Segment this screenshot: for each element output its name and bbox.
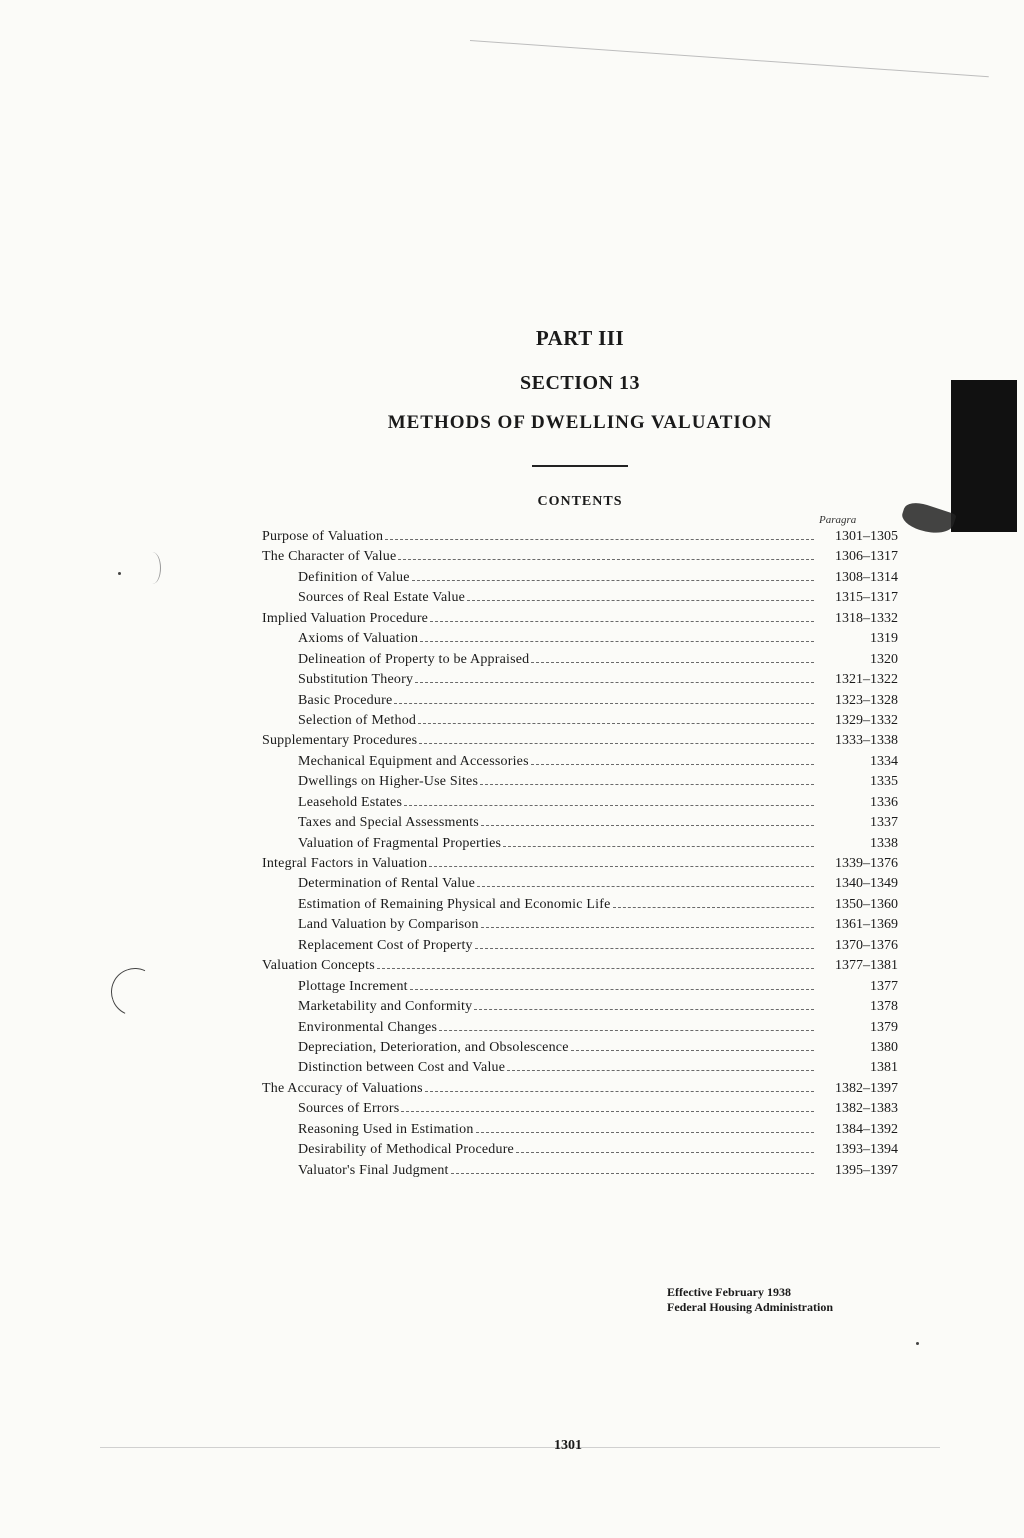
toc-entry-paragraphs: 1337 — [870, 815, 898, 831]
dot-leader — [420, 641, 814, 642]
toc-entry — [262, 1058, 898, 1078]
toc-entry — [262, 691, 898, 711]
dot-leader — [398, 559, 814, 560]
toc-entry — [262, 609, 898, 629]
dot-leader — [404, 805, 814, 806]
toc-entry-paragraphs: 1377 — [870, 978, 898, 994]
toc-entry-paragraphs: 1335 — [870, 774, 898, 790]
toc-entry-label: Sources of Real Estate Value — [298, 590, 466, 606]
toc-entry-label: Desirability of Methodical Procedure — [298, 1142, 514, 1158]
toc-entry — [262, 1079, 898, 1099]
toc-entry-label: Valuation of Fragmental Properties — [298, 835, 502, 851]
toc-entry — [262, 1099, 898, 1119]
dot-leader — [480, 784, 814, 785]
dot-leader — [401, 1111, 814, 1112]
toc-entry-label: Estimation of Remaining Physical and Economic Life — [298, 896, 611, 912]
toc-entry-label: Sources of Errors — [298, 1101, 400, 1117]
toc-entry-paragraphs: 1338 — [870, 835, 898, 851]
toc-entry-label: Reasoning Used in Estimation — [298, 1121, 474, 1137]
page-number: 1301 — [554, 1438, 582, 1453]
dot-leader — [476, 1132, 814, 1133]
scan-artifact-top — [470, 40, 989, 77]
toc-entry — [262, 956, 898, 976]
part-heading: PART III — [535, 326, 625, 350]
dot-leader — [516, 1152, 814, 1153]
toc-entry — [262, 915, 898, 935]
toc-entry-label: Basic Procedure — [298, 692, 393, 708]
toc-entry-label: Distinction between Cost and Value — [298, 1060, 506, 1076]
toc-entry-label: Land Valuation by Comparison — [298, 917, 479, 933]
dot-leader — [474, 1009, 814, 1010]
toc-entry-paragraphs: 1381 — [870, 1060, 898, 1076]
toc-entry-paragraphs: 1377–1381 — [835, 958, 898, 974]
toc-entry — [262, 752, 898, 772]
toc-entry — [262, 629, 898, 649]
toc-entry-label: Replacement Cost of Property — [298, 937, 473, 953]
table-of-contents — [262, 527, 898, 1181]
dot-leader — [571, 1050, 814, 1051]
toc-entry — [262, 997, 898, 1017]
agency-name: Federal Housing Administration — [667, 1300, 834, 1314]
section-heading: SECTION 13 — [519, 372, 641, 394]
paragraph-column-header: Paragra — [819, 514, 857, 526]
toc-entry-paragraphs: 1379 — [870, 1019, 898, 1035]
dot-leader — [481, 825, 814, 826]
toc-entry-label: Mechanical Equipment and Accessories — [298, 753, 529, 769]
dot-leader — [439, 1030, 814, 1031]
dot-leader — [475, 948, 814, 949]
toc-entry-paragraphs: 1382–1383 — [835, 1101, 898, 1117]
dot-leader — [451, 1173, 814, 1174]
toc-entry-paragraphs: 1318–1332 — [835, 610, 898, 626]
toc-entry — [262, 874, 898, 894]
toc-entry-paragraphs: 1380 — [870, 1039, 898, 1055]
dot-leader — [425, 1091, 814, 1092]
toc-entry-paragraphs: 1329–1332 — [835, 712, 898, 728]
punch-hole-mark — [144, 552, 161, 584]
toc-entry-paragraphs: 1323–1328 — [835, 692, 898, 708]
toc-entry-paragraphs: 1378 — [870, 999, 898, 1015]
toc-entry — [262, 568, 898, 588]
toc-entry — [262, 1161, 898, 1181]
toc-entry-paragraphs: 1306–1317 — [835, 549, 898, 565]
dot-leader — [394, 703, 814, 704]
toc-entry — [262, 1120, 898, 1140]
dot-leader — [531, 764, 814, 765]
toc-entry-label: Marketability and Conformity — [298, 999, 473, 1015]
toc-entry-label: Dwellings on Higher-Use Sites — [298, 774, 479, 790]
toc-entry — [262, 527, 898, 547]
scan-artifact-bottom — [100, 1447, 940, 1448]
toc-entry — [262, 1018, 898, 1038]
dot-leader — [410, 989, 814, 990]
toc-entry-label: Integral Factors in Valuation — [262, 856, 428, 871]
toc-entry-paragraphs: 1384–1392 — [835, 1121, 898, 1137]
effective-date: Effective February 1938 — [667, 1285, 791, 1299]
toc-entry-paragraphs: 1350–1360 — [835, 896, 898, 912]
toc-entry-paragraphs: 1319 — [870, 631, 898, 647]
toc-entry-label: Purpose of Valuation — [262, 529, 384, 544]
toc-entry-paragraphs: 1320 — [870, 651, 898, 667]
toc-entry-label: Determination of Rental Value — [298, 876, 475, 892]
toc-entry — [262, 1140, 898, 1160]
toc-entry-label: The Character of Value — [262, 549, 397, 565]
dot-leader — [385, 539, 814, 540]
toc-entry-label: Supplementary Procedures — [262, 733, 418, 749]
toc-entry — [262, 547, 898, 567]
toc-entry-paragraphs: 1395–1397 — [835, 1162, 898, 1178]
dot-leader — [419, 743, 814, 744]
dot-leader — [429, 866, 814, 867]
toc-entry-paragraphs: 1308–1314 — [835, 569, 898, 585]
toc-entry-label: Implied Valuation Procedure — [262, 610, 429, 626]
toc-entry-paragraphs: 1370–1376 — [835, 937, 898, 953]
dot-leader — [531, 662, 814, 663]
toc-entry-paragraphs: 1382–1397 — [835, 1080, 898, 1096]
toc-entry-paragraphs: 1333–1338 — [835, 733, 898, 749]
toc-entry-label: Environmental Changes — [298, 1019, 438, 1035]
toc-entry-paragraphs: 1361–1369 — [835, 917, 898, 933]
toc-entry — [262, 670, 898, 690]
toc-entry-label: Selection of Method — [298, 712, 417, 728]
toc-entry — [262, 936, 898, 956]
toc-entry-label: Leasehold Estates — [298, 794, 403, 810]
dot-leader — [507, 1070, 814, 1071]
footer-note — [667, 1285, 833, 1315]
toc-entry-paragraphs: 1340–1349 — [835, 876, 898, 892]
toc-entry-paragraphs: 1339–1376 — [835, 856, 898, 871]
toc-entry — [262, 854, 898, 874]
toc-entry — [262, 772, 898, 792]
speck — [916, 1342, 919, 1345]
toc-entry-label: Delineation of Property to be Appraised — [298, 651, 530, 667]
toc-entry-paragraphs: 1315–1317 — [835, 590, 898, 606]
page-title: METHODS OF DWELLING VALUATION — [387, 412, 773, 433]
dot-leader — [481, 927, 814, 928]
toc-entry-paragraphs: 1393–1394 — [835, 1142, 898, 1158]
toc-entry — [262, 711, 898, 731]
toc-entry — [262, 731, 898, 751]
toc-entry — [262, 793, 898, 813]
toc-entry-paragraphs: 1321–1322 — [835, 672, 898, 688]
toc-entry — [262, 588, 898, 608]
toc-entry-label: Valuation Concepts — [262, 958, 375, 974]
dot-leader — [477, 886, 814, 887]
dot-leader — [415, 682, 814, 683]
toc-entry-paragraphs: 1334 — [870, 753, 898, 769]
dot-leader — [377, 968, 814, 969]
dot-leader — [430, 621, 814, 622]
toc-entry — [262, 1038, 898, 1058]
dot-leader — [467, 600, 814, 601]
toc-entry-label: Depreciation, Deterioration, and Obsolescence — [298, 1039, 569, 1055]
toc-entry-label: Valuator's Final Judgment — [298, 1162, 449, 1178]
toc-entry-label: Substitution Theory — [298, 672, 414, 688]
toc-entry — [262, 650, 898, 670]
dot-leader — [613, 907, 815, 908]
toc-entry-paragraphs: 1301–1305 — [835, 529, 898, 544]
title-rule — [532, 465, 628, 467]
toc-entry — [262, 977, 898, 997]
contents-heading: CONTENTS — [537, 494, 623, 509]
dot-leader — [412, 580, 814, 581]
speck — [118, 572, 121, 575]
toc-entry-paragraphs: 1336 — [870, 794, 898, 810]
punch-hole-ring — [104, 961, 166, 1023]
toc-entry-label: The Accuracy of Valuations — [262, 1080, 423, 1096]
toc-entry-label: Definition of Value — [298, 569, 410, 585]
toc-entry — [262, 895, 898, 915]
toc-entry-label: Axioms of Valuation — [298, 631, 419, 647]
toc-entry — [262, 813, 898, 833]
toc-entry — [262, 834, 898, 854]
dot-leader — [503, 846, 814, 847]
dot-leader — [418, 723, 814, 724]
toc-entry-label: Plottage Increment — [298, 978, 408, 994]
toc-entry-label: Taxes and Special Assessments — [298, 815, 479, 831]
